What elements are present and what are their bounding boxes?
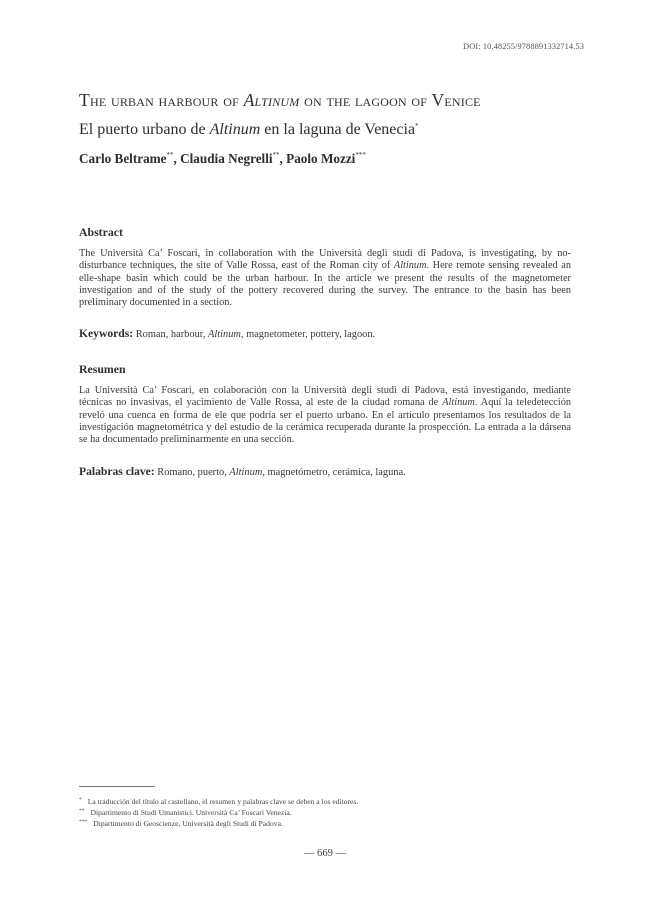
page-number: — 669 — [303, 848, 347, 859]
abstract-text: The Università Ca’ Foscari, in collaboration with the Università degli studi di Padova, is investigating, by no-disturbance techniques, the site of Valle Rossa, east of the Roman city of Altinum. Here remote sensing revealed an elle-shape basin which could be the urban harbour. In the article we present the results of the magnetometer investigation and of the study of the pottery recovered during the survey. The entrance to the basin has been preliminary documented in a section. [79, 248, 571, 309]
abstract-heading: Abstract [79, 225, 123, 239]
footnote-2: ** Dipartimento di Studi Umanistici. Università Ca’ Foscari Venezia. [79, 808, 292, 817]
keywords-line: Keywords: Roman, harbour, Altinum, magnetometer, pottery, lagoon. [79, 327, 376, 340]
author-name: Paolo Mozzi [286, 151, 356, 166]
doi-label: DOI: 10.48255/9788891332714.53 [463, 42, 584, 51]
author-name: Claudia Negrelli [180, 151, 273, 166]
footnote-divider [79, 786, 155, 787]
title-spanish: El puerto urbano de Altinum en la laguna de Venecia* [79, 121, 419, 138]
footnote-3: *** Dipartimento di Geoscienze, Università degli Studi di Padova. [79, 819, 283, 828]
footnote-1: * La traducción del título al castellano, el resumen y palabras clave se deben a los editores. [79, 797, 359, 806]
palabras-clave-line: Palabras clave: Romano, puerto, Altinum, magnetómetro, cerámica, laguna. [79, 465, 406, 478]
resumen-text: La Università Ca’ Foscari, en colaboración con la Università degli studi di Padova, está investigando, mediante técnicas no invasivas, el yacimiento de Valle Rossa, al este de la ciudad romana de Altinum. Aquí la teledetección reveló una cuenca en forma de ele que podría ser el puerto urbano. En el artículo presentamos los resultados de la investigación magnetométrica y del estudio de la cerámica recuperada durante la prospección. La entrada a la dársena se ha documentado preliminarmente en una sección. [79, 385, 571, 446]
author-name: Carlo Beltrame [79, 151, 167, 166]
author-list: Carlo Beltrame**, Claudia Negrelli**, Paolo Mozzi*** [79, 151, 366, 166]
resumen-heading: Resumen [79, 362, 126, 376]
title-english: The urban harbour of Altinum on the lagoon of Venice [79, 90, 481, 110]
